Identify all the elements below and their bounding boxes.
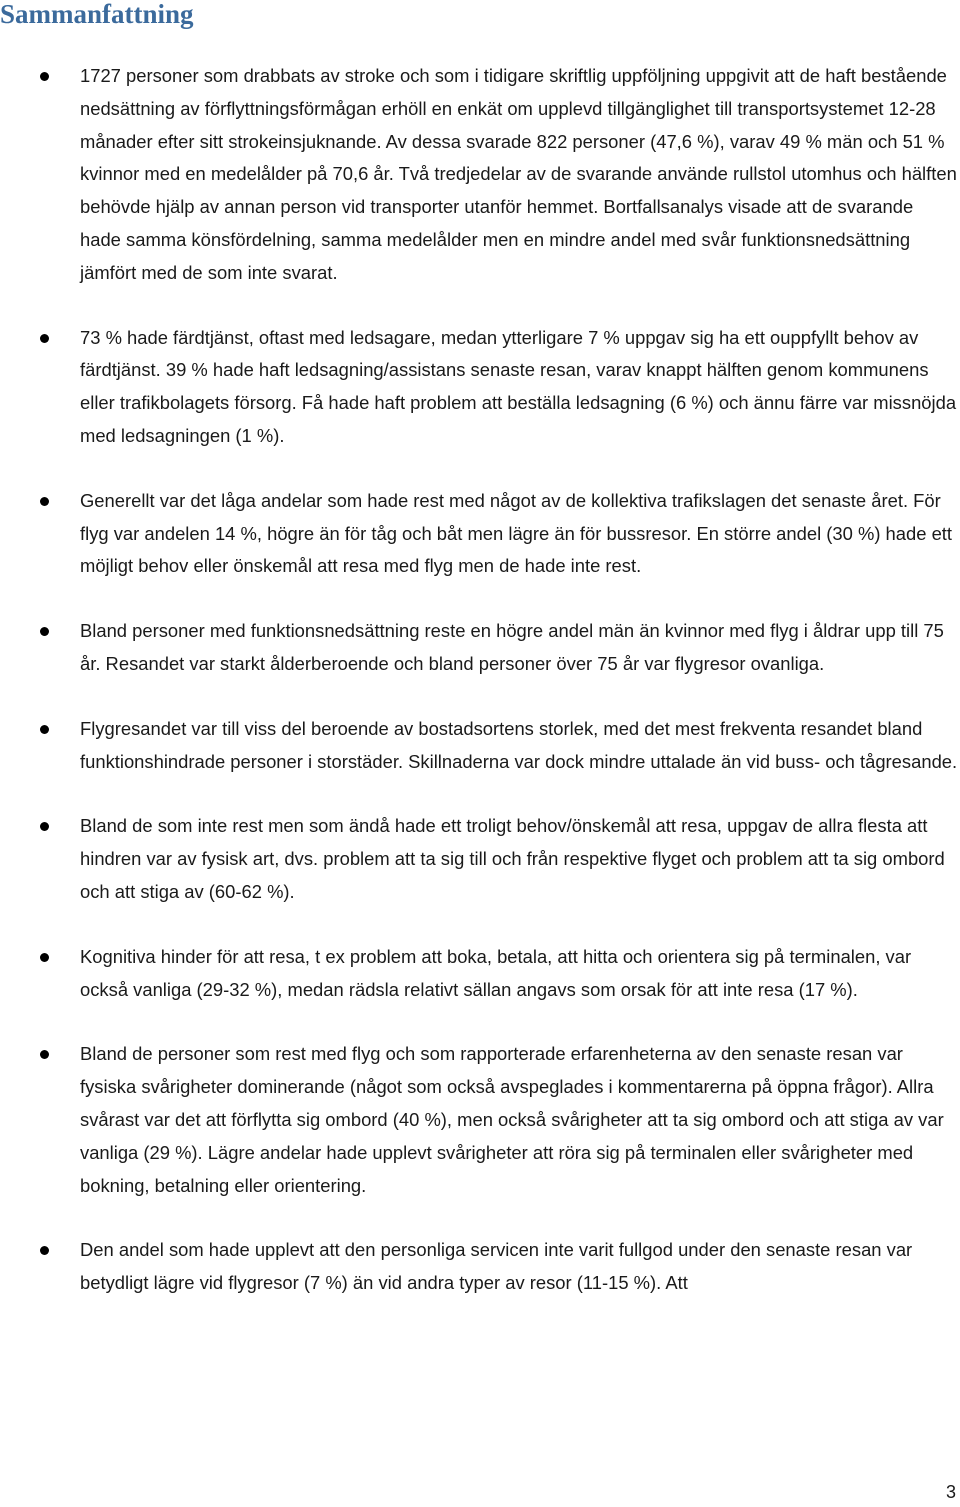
bullet-text: Bland de personer som rest med flyg och som rapporterade erfarenheterna av den senaste resan var fysiska svårigheter dominerande (något som också avspeglades i kommentarerna på öppna frågor). Allra svårast var det att förflytta sig ombord (40 %), men också svårigheter att ta sig ombord och att stiga av var vanliga (29 %). Lägre andelar hade upplevt svårigheter att röra sig på terminalen eller svårigheter med bokning, betalning eller orientering. — [80, 1043, 944, 1196]
bullet-text: Kognitiva hinder för att resa, t ex problem att boka, betala, att hitta och orientera sig på terminalen, var också vanliga (29-32 %), medan rädsla relativt sällan angavs som orsak för att inte resa (17 %). — [80, 945, 912, 1000]
bullet-dot-icon — [40, 627, 49, 636]
bullet-item-8 — [0, 1038, 960, 1202]
bullet-dot-icon — [40, 72, 49, 81]
bullet-text: Bland personer med funktionsnedsättning reste en högre andel män än kvinnor med flyg i åldrar upp till 75 år. Resandet var starkt ålderberoende och bland personer över 75 år var flygresor ovanliga. — [80, 620, 944, 674]
bullet-item-9 — [0, 1234, 960, 1300]
bullet-item-7 — [0, 941, 960, 1007]
bullet-dot-icon — [40, 334, 49, 343]
bullet-dot-icon — [40, 497, 49, 506]
page-title: Sammanfattning — [0, 0, 194, 29]
bullet-item-6 — [0, 810, 960, 908]
bullet-dot-icon — [40, 953, 49, 962]
bullet-item-4 — [0, 615, 960, 681]
bullet-dot-icon — [40, 1050, 49, 1059]
bullet-text: Flygresandet var till viss del beroende av bostadsortens storlek, med det mest frekventa resandet bland funktionshindrade personer i storstäder. Skillnaderna var dock mindre uttalade än vid buss- och tågresande. — [80, 717, 958, 772]
bullet-item-3 — [0, 485, 960, 583]
bullet-text: Den andel som hade upplevt att den personliga servicen inte varit fullgod under den senaste resan var betydligt lägre vid flygresor (7 %) än vid andra typer av resor (11-15 %). Att — [80, 1239, 913, 1294]
summary-bullet-list — [0, 60, 960, 1332]
bullet-item-5 — [0, 713, 960, 779]
bullet-text: 1727 personer som drabbats av stroke och som i tidigare skriftlig uppföljning uppgivit att de haft bestående nedsättning av förflyttningsförmågan erhöll en enkät om upplevd tillgänglighet till transportsystemet 12-28 månader efter sitt strokeinsjuknande. Av dessa svarade 822 personer (47,6 %), varav 49 % män och 51 % kvinnor med en medelålder på 70,6 år. Två tredjedelar av de svarande använde rullstol utomhus och hälften behövde hjälp av annan person vid transporter utanför hemmet. Bortfallsanalys visade att de svarande hade samma könsfördelning, samma medelålder men en mindre andel med svår funktionsnedsättning jämfört med de som inte svarat. — [80, 65, 957, 283]
bullet-item-1 — [0, 60, 960, 290]
bullet-dot-icon — [40, 1246, 49, 1255]
bullet-dot-icon — [40, 822, 49, 831]
bullet-text: 73 % hade färdtjänst, oftast med ledsagare, medan ytterligare 7 % uppgav sig ha ett ouppfyllt behov av färdtjänst. 39 % hade haft ledsagning/assistans senaste resan, varav knappt hälften genom kommunens eller trafikbolagets försorg. Få hade haft problem att beställa ledsagning (6 %) och ännu färre var missnöjda med ledsagningen (1 %). — [80, 326, 957, 446]
bullet-dot-icon — [40, 725, 49, 734]
bullet-text: Generellt var det låga andelar som hade rest med något av de kollektiva trafikslagen det senaste året. För flyg var andelen 14 %, högre än för tåg och båt men lägre än för bussresor. En större andel (30 %) hade ett möjligt behov eller önskemål att resa med flyg men de hade inte rest. — [80, 489, 953, 577]
bullet-item-2 — [0, 322, 960, 453]
bullet-text: Bland de som inte rest men som ändå hade ett troligt behov/önskemål att resa, uppgav de allra flesta att hindren var av fysisk art, dvs. problem att ta sig till och från respektive flyget och problem att ta sig ombord och att stiga av (60-62 %). — [80, 815, 945, 902]
page-number: 3 — [945, 1482, 956, 1502]
